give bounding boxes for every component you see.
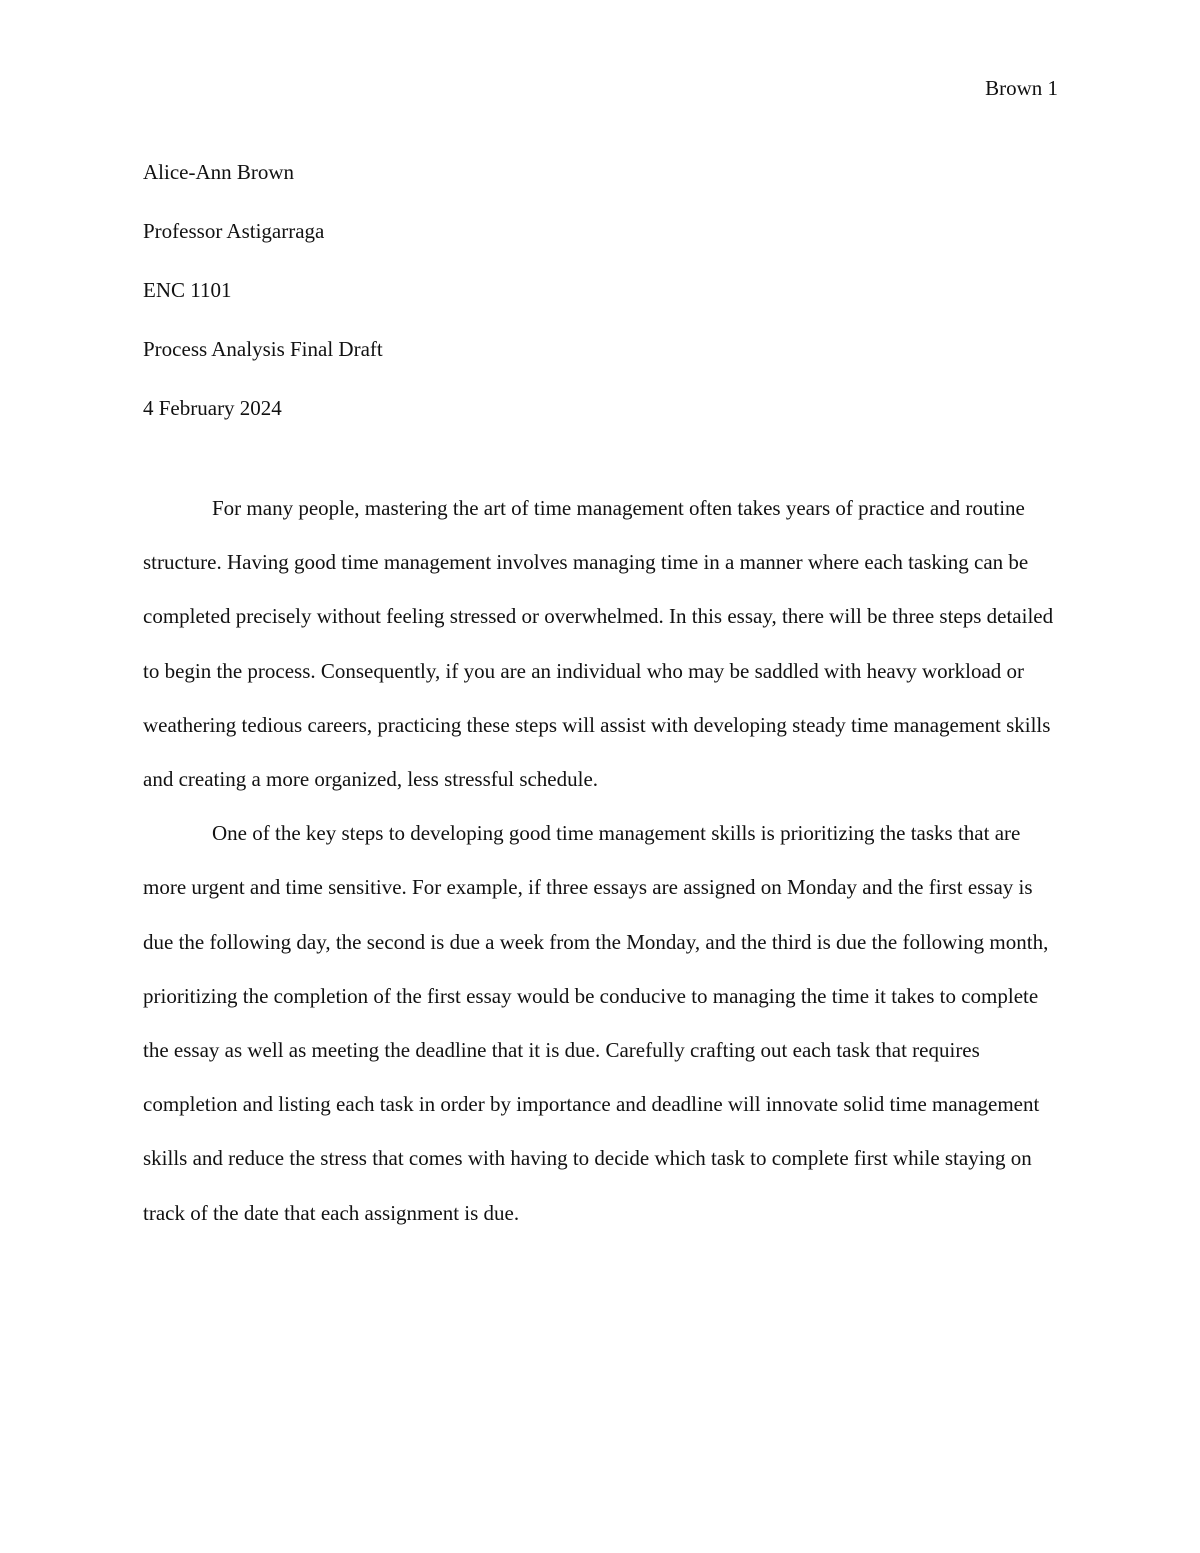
paragraph-intro: For many people, mastering the art of time management often takes years of practice and routine structure. Having good time management involves managing time in a manner where each tasking can be completed precisely without feeling stressed or overwhelmed. In this essay, there will be three steps detailed to begin the process. Consequently, if you are an individual who may be saddled with heavy workload or weathering tedious careers, practicing these steps will assist with developing steady time management skills and creating a more organized, less stressful schedule. (143, 496, 1054, 792)
running-head: Brown 1 (985, 76, 1058, 100)
document-date: 4 February 2024 (143, 396, 282, 420)
student-name: Alice-Ann Brown (143, 160, 295, 184)
essay-body (143, 481, 1058, 1240)
assignment-title: Process Analysis Final Draft (143, 337, 383, 361)
instructor-name: Professor Astigarraga (143, 219, 325, 243)
paragraph-prioritizing: One of the key steps to developing good time management skills is prioritizing the tasks that are more urgent and time sensitive. For example, if three essays are assigned on Monday and the first essay is due the following day, the second is due a week from the Monday, and the third is due the following month, prioritizing the completion of the first essay would be conducive to managing the time it takes to complete the essay as well as meeting the deadline that it is due. Carefully crafting out each task that requires completion and listing each task in order by importance and deadline will innovate solid time management skills and reduce the stress that comes with having to decide which task to complete first while staying on track of the date that each assignment is due. (143, 821, 1049, 1225)
course-name: ENC 1101 (143, 278, 232, 302)
mla-heading (143, 158, 1058, 453)
